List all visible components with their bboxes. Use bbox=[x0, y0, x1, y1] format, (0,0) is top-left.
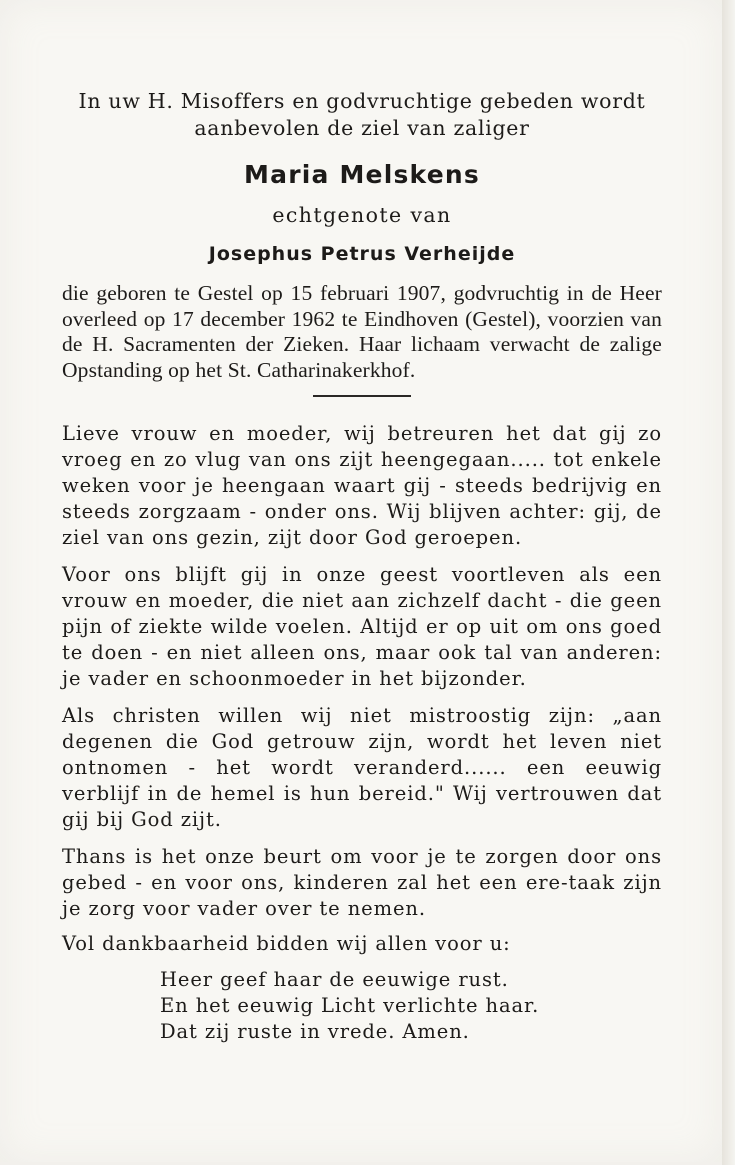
paragraph-3: Als christen willen wij niet mistroostig zijn: „aan degenen die God getrouw zijn, wordt het leven niet ontnomen - het wordt veranderd...... een eeuwig verblijf in de hemel is hun bereid." Wij vertrouwen dat gij bij God zijt. bbox=[62, 704, 662, 831]
intro-line-1: In uw H. Misoffers en godvruchtige gebeden wordt bbox=[78, 89, 646, 113]
intro-text bbox=[62, 88, 662, 142]
prayer-block bbox=[160, 967, 662, 1045]
paragraph-5: Vol dankbaarheid bidden wij allen voor u: bbox=[62, 932, 511, 955]
paragraph-1: Lieve vrouw en moeder, wij betreuren het dat gij zo vroeg en zo vlug van ons zijt heengegaan..... tot enkele weken voor je heengaan waart gij - steeds bedrijvig en steeds zorgzaam - onder ons. Wij blijven achter: gij, de ziel van ons gezin, zijt door God geroepen. bbox=[62, 422, 662, 549]
deceased-name: Maria Melskens bbox=[244, 160, 480, 189]
biography-text: die geboren te Gestel op 15 februari 1907, godvruchtig in de Heer overleed op 17 december 1962 te Eindhoven (Gestel), voorzien van de H. Sacramenten der Zieken. Haar lichaam verwacht de zalige Opstanding op het St. Catharinakerkhof. bbox=[62, 281, 662, 382]
divider-line bbox=[313, 395, 411, 397]
paragraph-2: Voor ons blijft gij in onze geest voortleven als een vrouw en moeder, die niet aan zichzelf dacht - die geen pijn of ziekte wilde voelen. Altijd er op uit om ons goed te doen - en niet alleen ons, maar ook tal van anderen: je vader en schoonmoeder in het bijzonder. bbox=[62, 563, 662, 690]
card-edge bbox=[722, 0, 735, 1165]
spouse-name: Josephus Petrus Verheijde bbox=[208, 243, 516, 265]
paragraph-4: Thans is het onze beurt om voor je te zorgen door ons gebed - en voor ons, kinderen zal het een ere-taak zijn je zorg voor vader over te nemen. bbox=[62, 845, 662, 920]
prayer-line-1: Heer geef haar de eeuwige rust. bbox=[160, 968, 509, 991]
prayer-line-2: En het eeuwig Licht verlichte haar. bbox=[160, 994, 540, 1017]
intro-line-2: aanbevolen de ziel van zaliger bbox=[194, 116, 530, 140]
card-text bbox=[62, 88, 662, 1045]
spouse-label: echtgenote van bbox=[272, 203, 452, 227]
prayer-line-3: Dat zij ruste in vrede. Amen. bbox=[160, 1020, 470, 1043]
